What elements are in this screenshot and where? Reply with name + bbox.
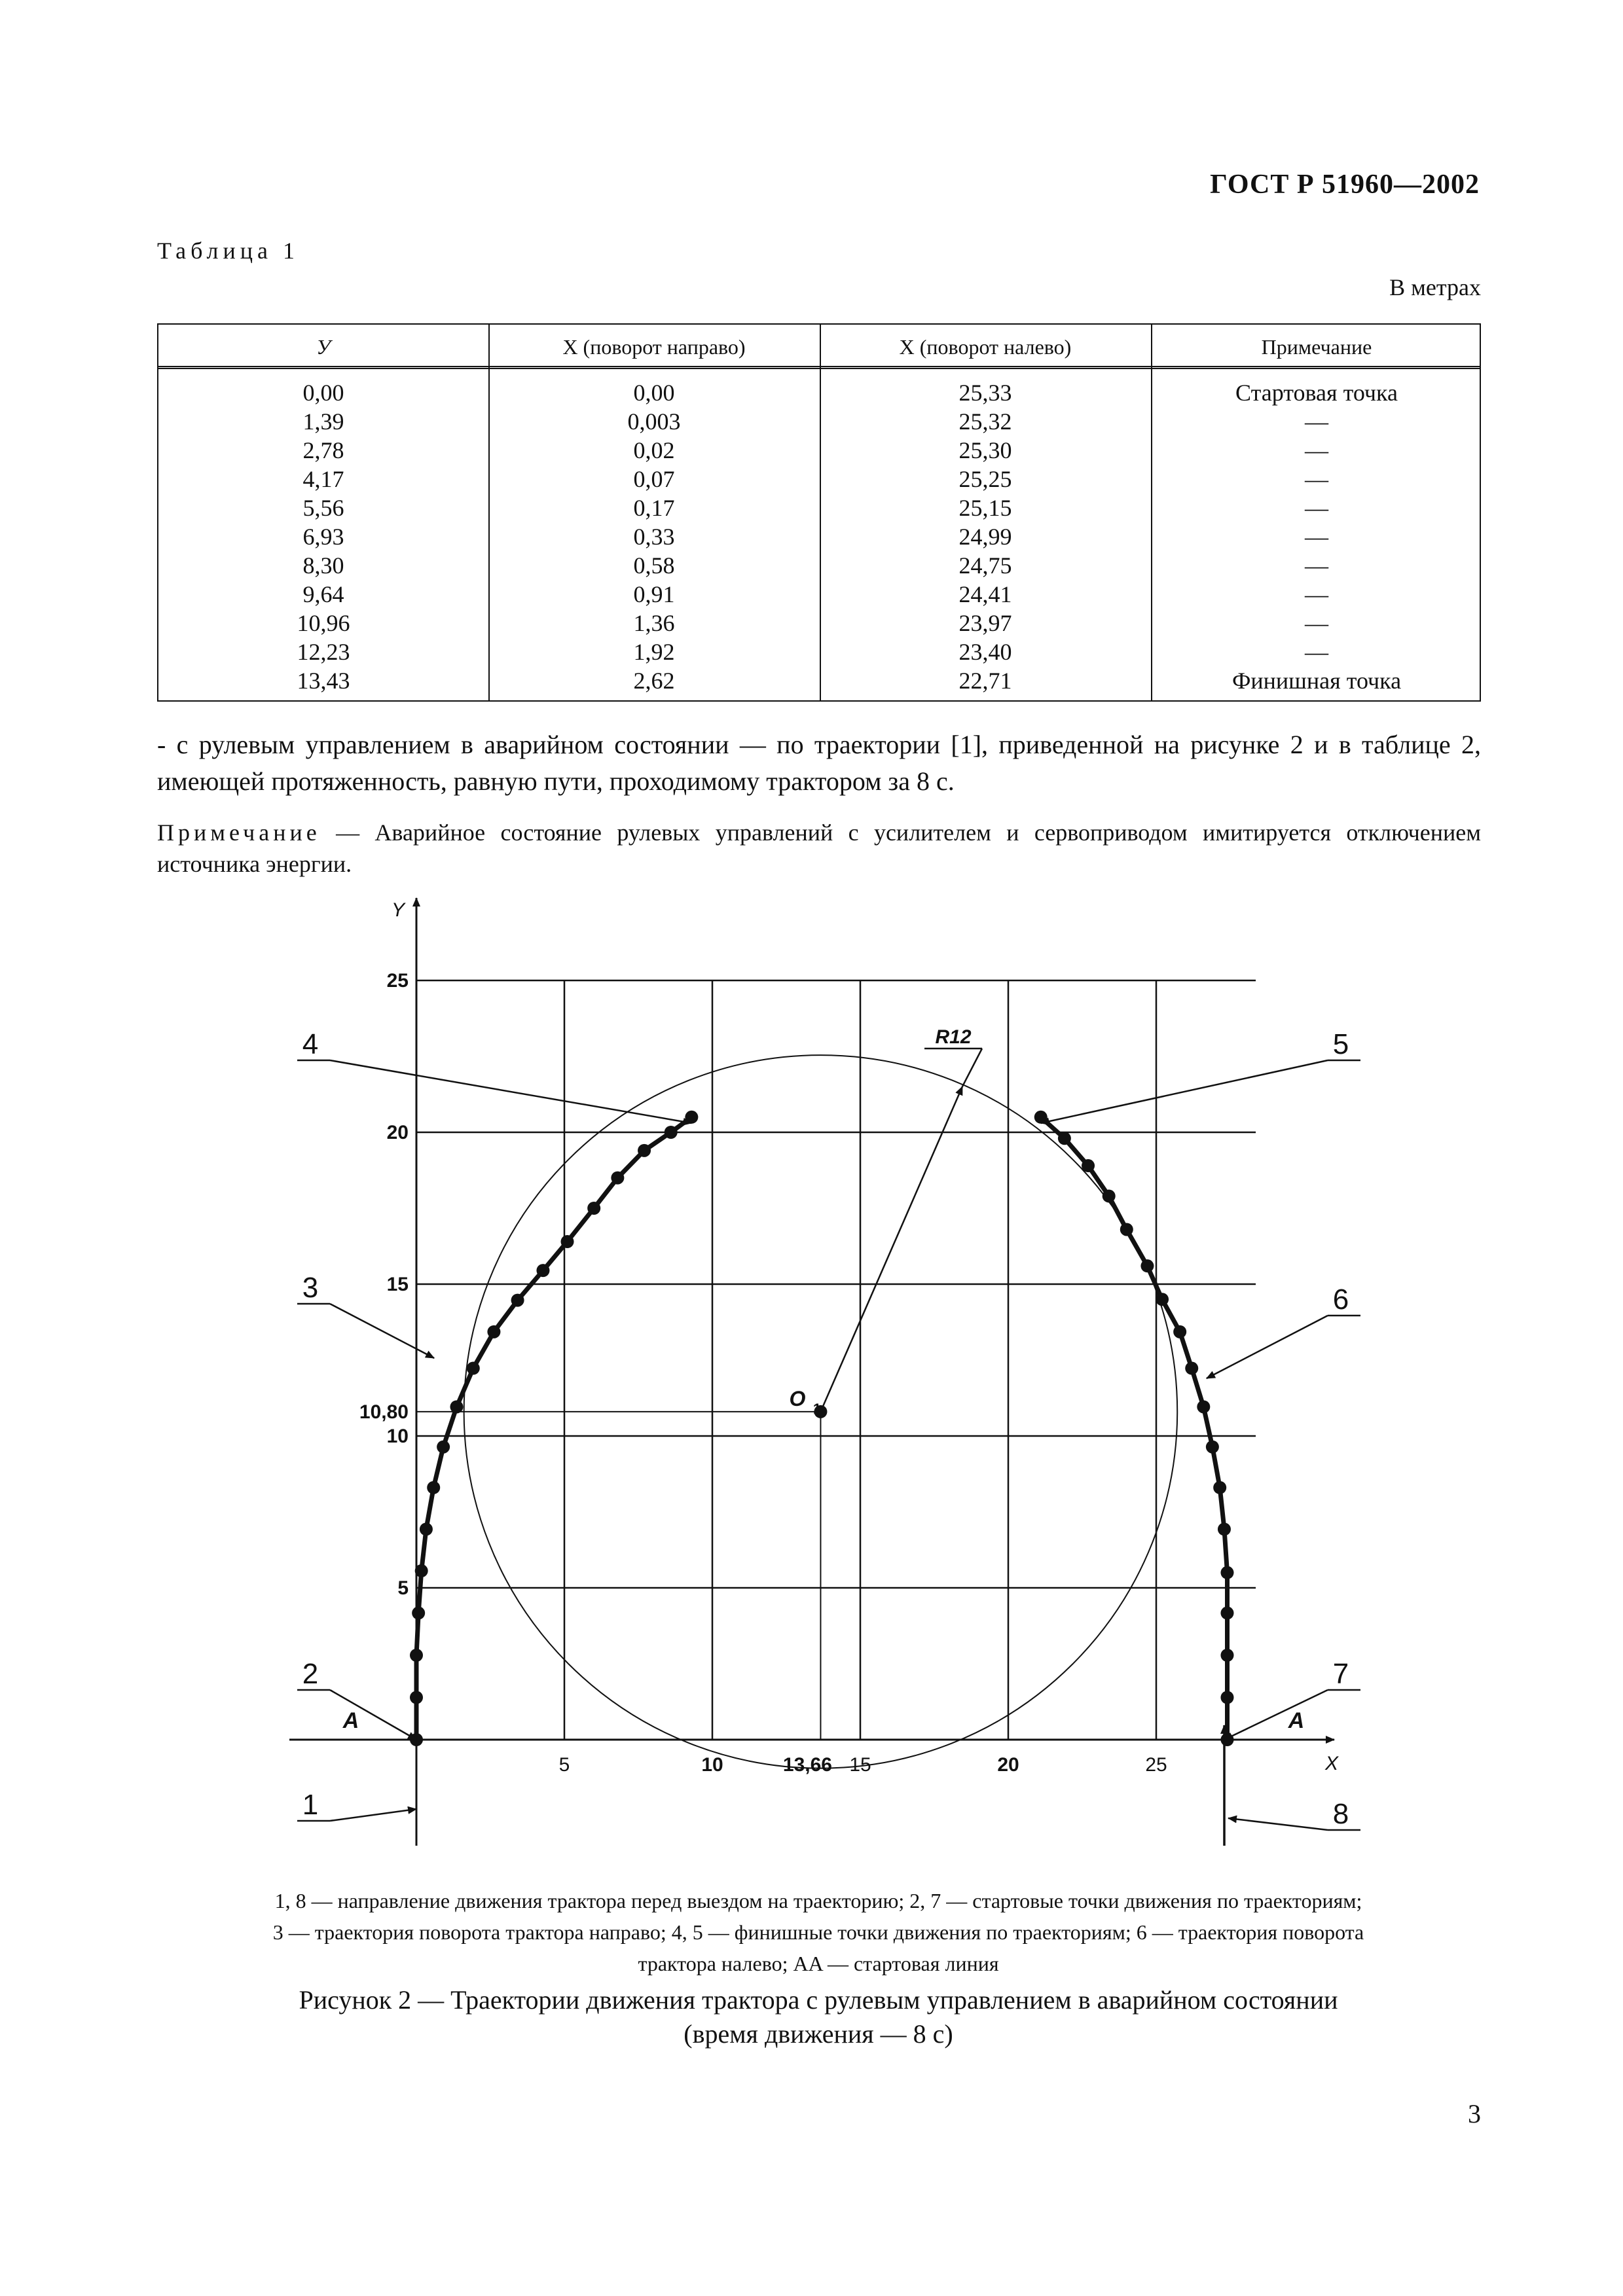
- trajectory-point: [1220, 1691, 1233, 1704]
- x-tick-label: 5: [558, 1754, 570, 1776]
- note-label: Примечание: [157, 819, 321, 846]
- callout-7: 7: [1332, 1658, 1349, 1690]
- cell-y: 5,56: [302, 495, 344, 521]
- legend-line-1: 1, 8 — направление движения трактора перед выездом на траекторию; 2, 7 — стартовые точки движения по траекториям;: [274, 1889, 1362, 1912]
- cell-y: 10,96: [297, 610, 350, 636]
- radius-label: R12: [935, 1026, 972, 1048]
- trajectory-point: [427, 1481, 440, 1494]
- radius-arrow: [820, 1086, 962, 1412]
- cell-note: —: [1305, 408, 1328, 435]
- x-tick-label: 15: [849, 1754, 871, 1776]
- radius-leader: [962, 1049, 982, 1086]
- y-tick-label-special: 10,80: [359, 1401, 409, 1423]
- trajectory-point: [415, 1564, 428, 1577]
- trajectory-point: [437, 1441, 450, 1454]
- header-y: У: [316, 335, 331, 359]
- cell-x-right: 0,17: [633, 495, 675, 521]
- cell-y: 8,30: [302, 552, 344, 579]
- x-tick-label: 10: [701, 1754, 723, 1776]
- cell-note: —: [1305, 524, 1328, 550]
- cell-note: —: [1305, 437, 1328, 463]
- trajectory-point: [420, 1522, 433, 1535]
- x-tick-label: 25: [1145, 1754, 1167, 1776]
- trajectory-point: [487, 1325, 500, 1338]
- callout-5: 5: [1332, 1028, 1349, 1060]
- cell-x-right: 0,02: [633, 437, 675, 463]
- callout-6: 6: [1332, 1283, 1349, 1316]
- cell-y: 13,43: [297, 668, 350, 694]
- trajectory-point: [1173, 1325, 1186, 1338]
- callout-leader: [330, 1060, 691, 1123]
- cell-x-left: 22,71: [958, 668, 1012, 694]
- cell-x-right: 0,00: [633, 380, 675, 406]
- header-x-left: X (поворот налево): [899, 335, 1072, 359]
- cell-x-left: 24,99: [958, 524, 1012, 550]
- trajectory-point: [410, 1691, 423, 1704]
- callouts: [297, 1028, 1360, 1830]
- cell-x-left: 24,41: [958, 581, 1012, 607]
- header-note: Примечание: [1261, 335, 1372, 359]
- cell-y: 4,17: [302, 466, 344, 492]
- legend-line-2: 3 — траектория поворота трактора направо; 4, 5 — финишные точки движения по траекториям; 6 — траектория поворота: [272, 1920, 1364, 1944]
- trajectory-left-turn: [1041, 1117, 1228, 1740]
- cell-x-right: 0,91: [633, 581, 675, 607]
- cell-note: Стартовая точка: [1235, 380, 1398, 406]
- cell-x-left: 23,40: [958, 639, 1012, 665]
- cell-x-right: 1,92: [633, 639, 675, 665]
- trajectory-point: [1120, 1223, 1133, 1236]
- cell-x-right: 0,07: [633, 466, 675, 492]
- trajectory-point: [1156, 1293, 1169, 1306]
- cell-note: —: [1305, 466, 1328, 492]
- trajectory-right-turn: [416, 1117, 691, 1740]
- cell-x-left: 25,25: [958, 466, 1012, 492]
- cell-y: 0,00: [302, 380, 344, 406]
- trajectory-point: [638, 1144, 651, 1157]
- x-tick-label-special: 13,66: [782, 1754, 832, 1776]
- start-line-label-right: A: [1288, 1708, 1305, 1733]
- cell-note: —: [1305, 610, 1328, 636]
- trajectory-point: [450, 1400, 463, 1413]
- cell-note: —: [1305, 581, 1328, 607]
- callout-leader: [1041, 1060, 1328, 1123]
- y-tick-label: 20: [386, 1122, 409, 1143]
- cell-note: —: [1305, 552, 1328, 579]
- figure-title-line-1: Рисунок 2 — Траектории движения трактора с рулевым управлением в аварийном состоянии: [299, 1985, 1338, 2015]
- center-label: O: [789, 1387, 806, 1410]
- trajectory-point: [1220, 1566, 1233, 1579]
- trajectory-point: [1103, 1189, 1116, 1202]
- callout-leader: [1207, 1316, 1328, 1378]
- cell-x-left: 24,75: [958, 552, 1012, 579]
- y-axis-label: Y: [391, 899, 405, 921]
- trajectory-point: [511, 1294, 524, 1307]
- trajectory-point: [1220, 1607, 1233, 1620]
- trajectory-point: [467, 1362, 480, 1375]
- figure-title-line-2: (время движения — 8 с): [684, 2019, 953, 2049]
- page-number: 3: [1468, 2099, 1481, 2128]
- trajectory-point: [1185, 1362, 1198, 1375]
- callout-leader: [330, 1304, 434, 1358]
- trajectory-point: [611, 1172, 624, 1185]
- trajectory-point: [1082, 1159, 1095, 1172]
- trajectory-point: [536, 1264, 549, 1277]
- cell-y: 6,93: [302, 524, 344, 550]
- trajectory-point: [1218, 1522, 1231, 1535]
- cell-x-left: 25,33: [958, 380, 1012, 406]
- cell-y: 1,39: [302, 408, 344, 435]
- cell-x-left: 25,32: [958, 408, 1012, 435]
- cell-note: —: [1305, 495, 1328, 521]
- callout-leader: [330, 1809, 416, 1821]
- callout-leader: [1224, 1690, 1328, 1740]
- header-x-right: X (поворот направо): [562, 335, 746, 359]
- callout-1: 1: [302, 1789, 319, 1821]
- cell-note: Финишная точка: [1231, 668, 1402, 694]
- figure-legend: [164, 1885, 1473, 1979]
- trajectory-point: [1197, 1400, 1210, 1413]
- body-paragraph: - с рулевым управлением в аварийном состоянии — по траектории [1], приведенной на рисунке 2 и в таблице 2, имеющей протяженность, равную пути, проходимому трактором за 8 с.: [157, 730, 1481, 796]
- cell-x-right: 0,58: [633, 552, 675, 579]
- trajectory-point: [1058, 1132, 1071, 1145]
- center-label-sub: 1: [812, 1401, 822, 1417]
- cell-x-left: 25,15: [958, 495, 1012, 521]
- cell-x-right: 0,003: [627, 408, 681, 435]
- y-tick-label: 10: [386, 1426, 409, 1447]
- callout-4: 4: [302, 1028, 319, 1060]
- cell-x-right: 2,62: [633, 668, 675, 694]
- callout-3: 3: [302, 1272, 319, 1304]
- cell-note: —: [1305, 639, 1328, 665]
- cell-x-right: 0,33: [633, 524, 675, 550]
- trajectory-point: [1213, 1481, 1226, 1494]
- trajectory-point: [665, 1126, 678, 1139]
- cell-y: 12,23: [297, 639, 350, 665]
- y-tick-label: 25: [386, 970, 409, 992]
- cell-x-left: 25,30: [958, 437, 1012, 463]
- x-axis-label: X: [1324, 1753, 1339, 1774]
- callout-8: 8: [1332, 1798, 1349, 1830]
- document-id: ГОСТ Р 51960—2002: [1210, 170, 1480, 200]
- trajectory-point: [1140, 1259, 1154, 1272]
- trajectory-point: [1220, 1649, 1233, 1662]
- callout-2: 2: [302, 1658, 319, 1690]
- legend-line-3: трактора налево; AA — стартовая линия: [638, 1952, 999, 1975]
- cell-x-left: 23,97: [958, 610, 1012, 636]
- trajectory-point: [587, 1202, 600, 1215]
- table-caption: Таблица 1: [157, 238, 299, 264]
- cell-x-right: 1,36: [633, 610, 675, 636]
- x-tick-label: 20: [997, 1754, 1019, 1776]
- trajectory-point: [561, 1235, 574, 1248]
- cell-y: 9,64: [302, 581, 344, 607]
- y-tick-label: 5: [397, 1577, 409, 1599]
- trajectory-point: [412, 1607, 425, 1620]
- trajectory-point: [1206, 1441, 1219, 1454]
- note-text: — Аварийное состояние рулевых управлений с усилителем и сервоприводом имитируется отключением источника энергии.: [157, 819, 1481, 877]
- trajectory-point: [410, 1649, 423, 1662]
- figure-title: [170, 1983, 1467, 2051]
- callout-leader: [1228, 1818, 1328, 1830]
- cell-y: 2,78: [302, 437, 344, 463]
- grid: [416, 980, 1256, 1740]
- table-units: В метрах: [1389, 274, 1481, 300]
- axes: [289, 898, 1334, 1846]
- trajectories: [410, 1111, 1233, 1746]
- trajectory-point: [1220, 1733, 1233, 1746]
- y-tick-label: 15: [386, 1274, 409, 1295]
- start-line-label-left: A: [342, 1708, 359, 1733]
